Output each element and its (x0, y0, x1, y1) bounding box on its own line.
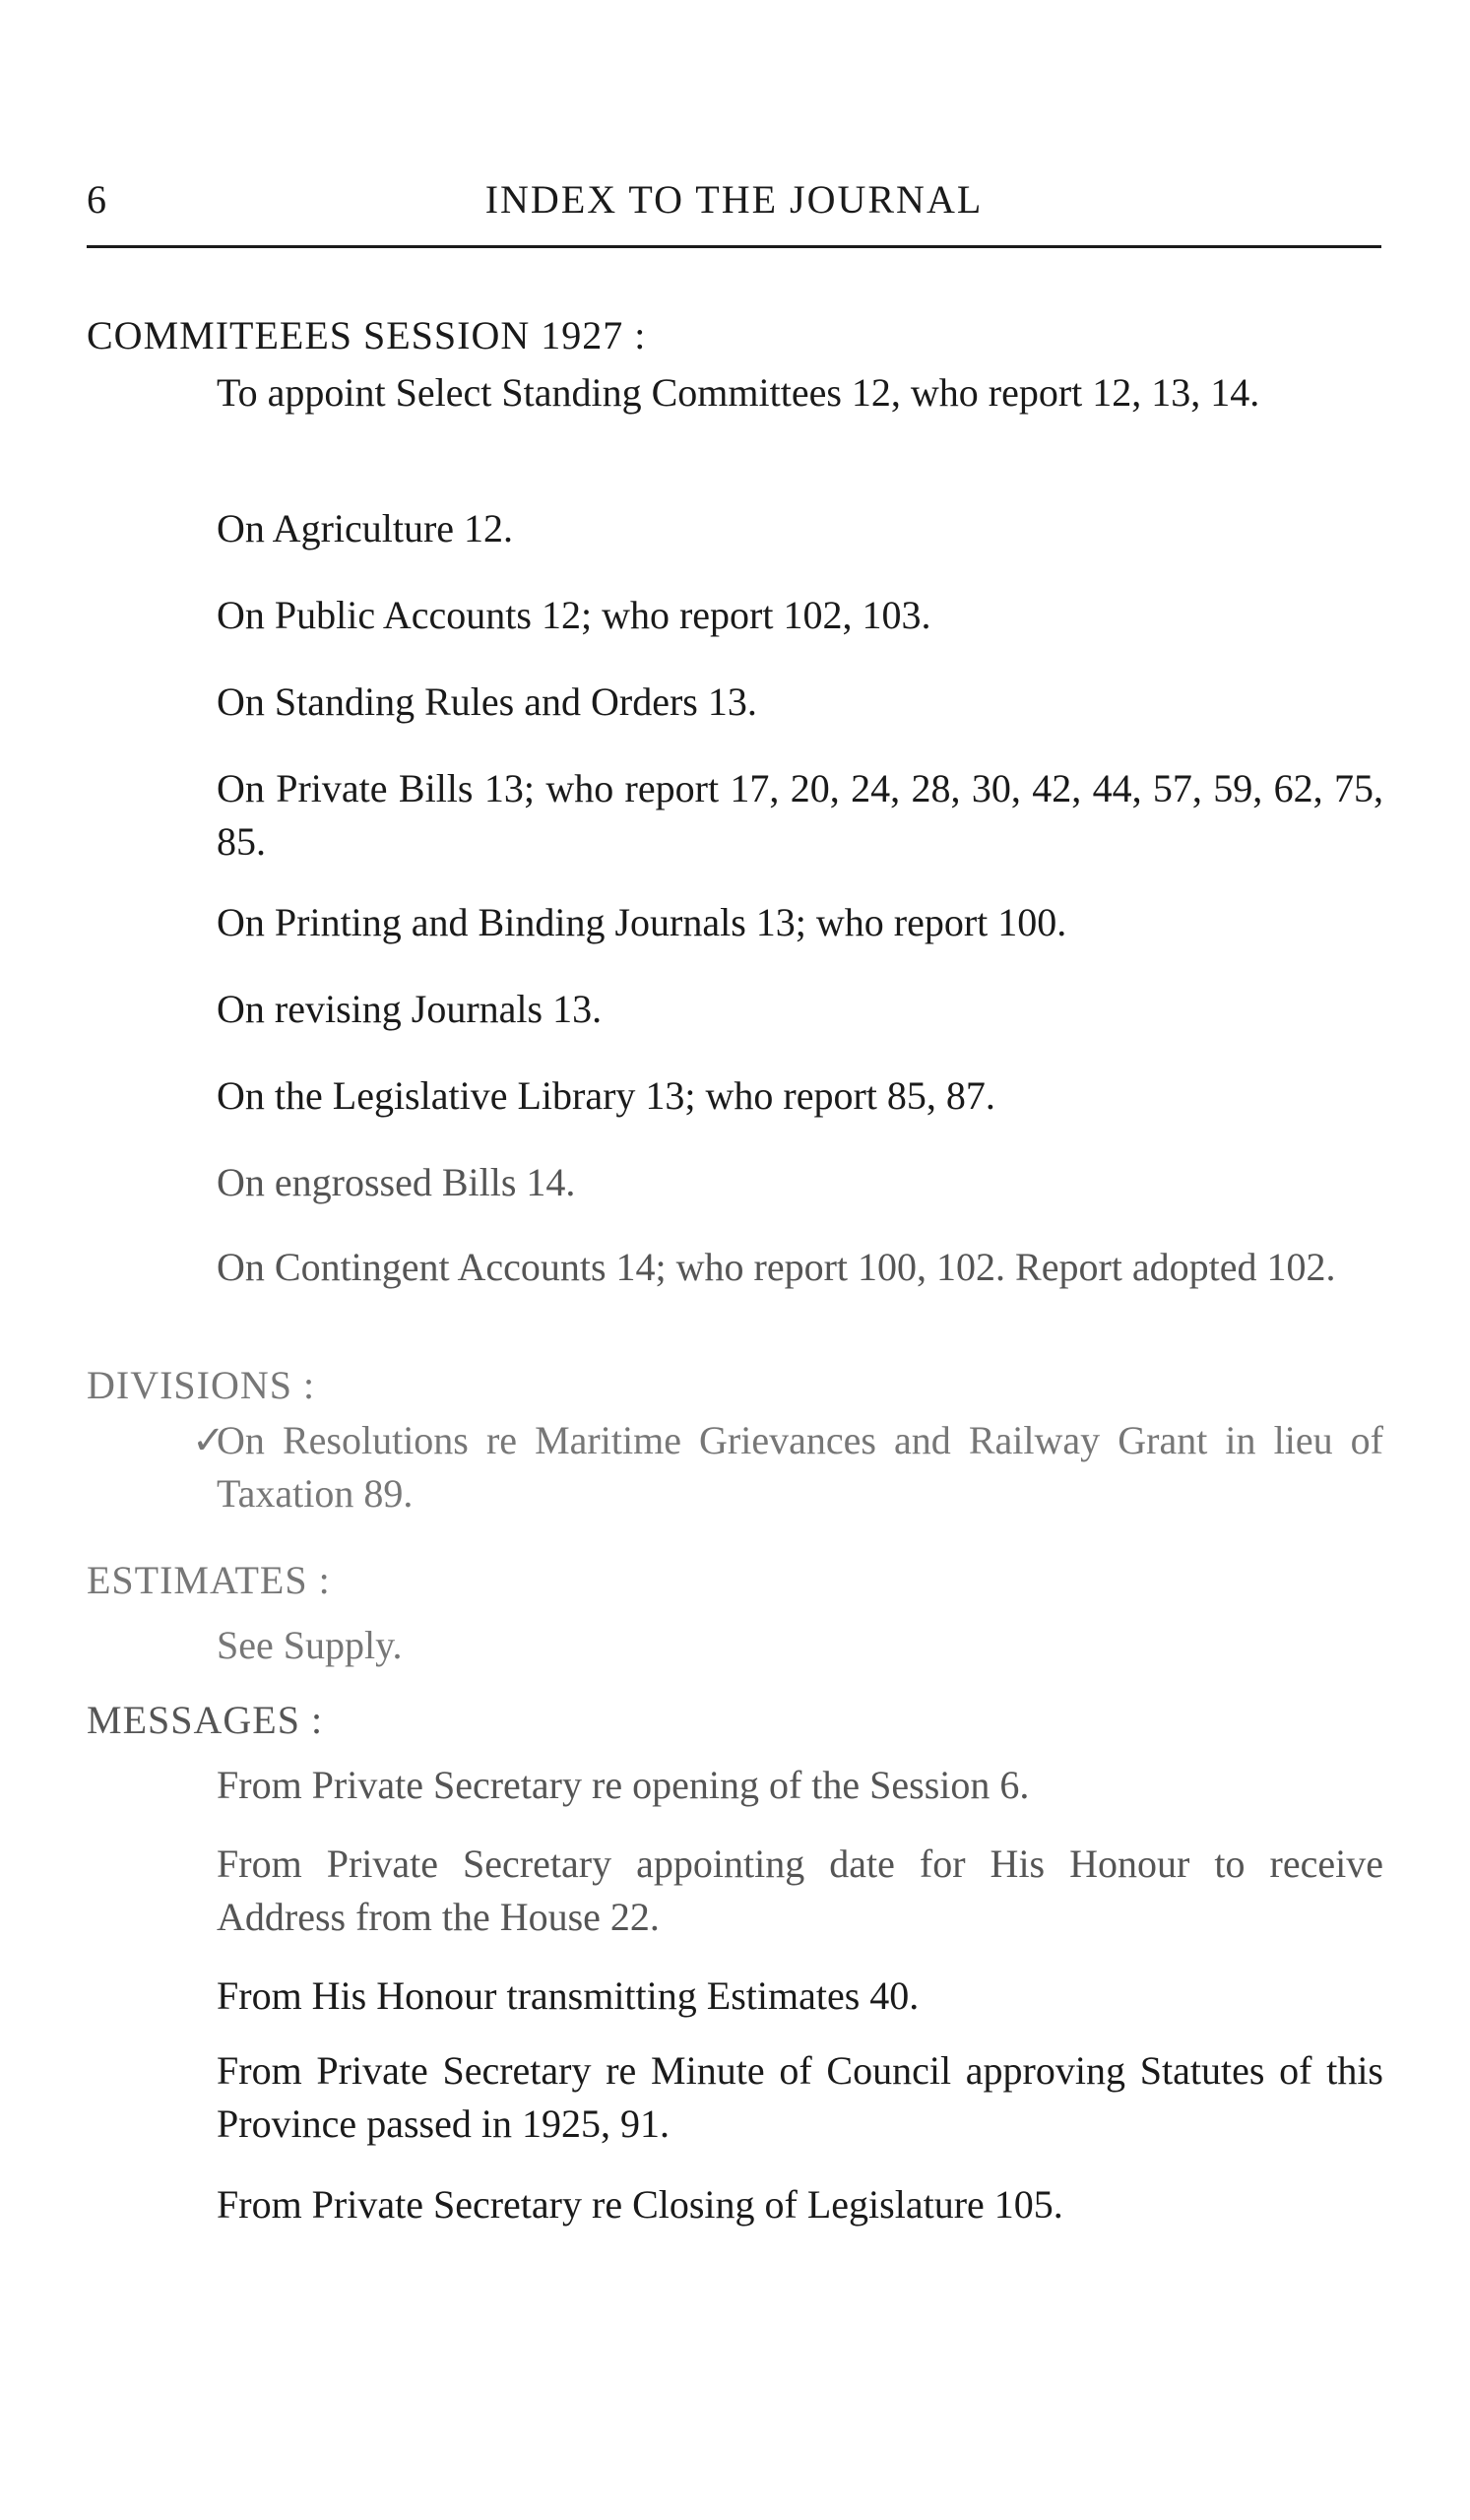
index-entry: From Private Secretary re Closing of Legislature 105. (217, 2182, 1063, 2227)
index-entry: On Resolutions re Maritime Grievances and Railway Grant in lieu of Taxation 89. (217, 1418, 1383, 1516)
index-entry: On Public Accounts 12; who report 102, 103. (217, 593, 931, 637)
index-entry: On Standing Rules and Orders 13. (217, 679, 757, 724)
index-entry: On Agriculture 12. (217, 506, 514, 550)
index-entry: On the Legislative Library 13; who report 85, 87. (217, 1073, 995, 1118)
running-title: INDEX TO THE JOURNAL (484, 177, 984, 222)
index-entry: From His Honour transmitting Estimates 40. (217, 1973, 920, 2018)
index-entry: From Private Secretary appointing date for His Honour to receive Address from the House 22. (217, 1842, 1383, 1939)
index-entry: On revising Journals 13. (217, 987, 603, 1031)
index-entry: On engrossed Bills 14. (217, 1160, 576, 1204)
section-heading-committees: COMMITEEES SESSION 1927 : (87, 313, 647, 357)
section-heading-estimates: ESTIMATES : (87, 1558, 331, 1602)
index-entry: On Contingent Accounts 14; who report 100, 102. Report adopted 102. (217, 1245, 1336, 1289)
section-heading-messages: MESSAGES : (87, 1698, 324, 1742)
index-entry: See Supply. (217, 1623, 403, 1667)
index-entry: From Private Secretary re opening of the Session 6. (217, 1763, 1030, 1807)
page-header (87, 175, 1381, 234)
marginal-mark: ✓ (192, 1418, 225, 1462)
index-entry: On Private Bills 13; who report 17, 20, 24, 28, 30, 42, 44, 57, 59, 62, 75, 85. (217, 766, 1383, 864)
section-heading-divisions: DIVISIONS : (87, 1363, 316, 1407)
page-number: 6 (87, 177, 106, 222)
index-entry: On Printing and Binding Journals 13; who report 100. (217, 900, 1067, 944)
index-entry: From Private Secretary re Minute of Council approving Statutes of this Province passed in 1925, 91. (217, 2048, 1383, 2146)
header-rule (87, 245, 1381, 248)
index-entry: To appoint Select Standing Committees 12, who report 12, 13, 14. (217, 370, 1260, 415)
